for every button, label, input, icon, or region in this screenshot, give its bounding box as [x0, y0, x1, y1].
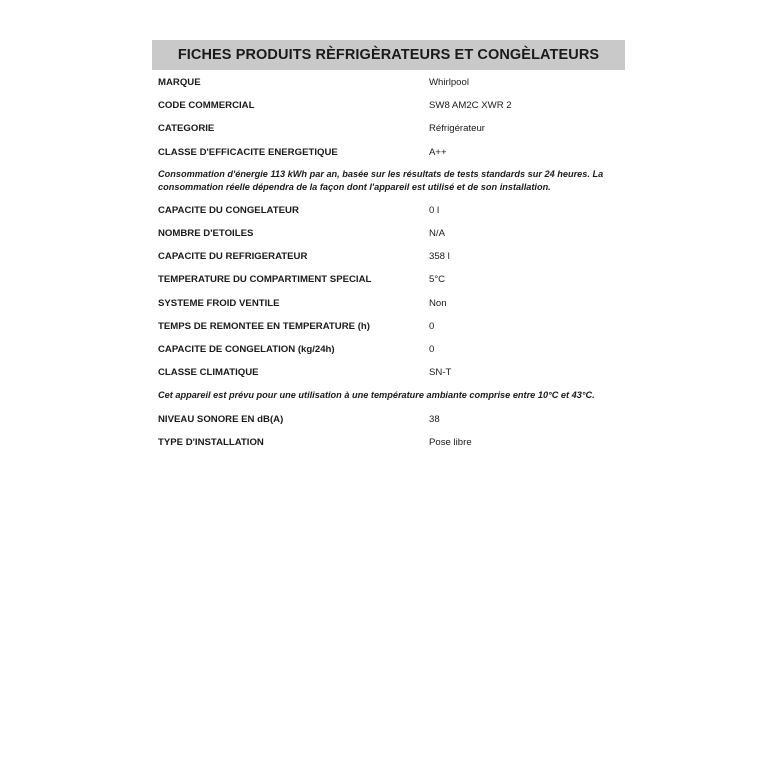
spec-row-star-count: [152, 222, 625, 245]
spec-table: [152, 71, 625, 454]
spec-value: N/A: [429, 228, 445, 240]
spec-row-special-compartment-temp: [152, 268, 625, 291]
spec-row-climate-class: [152, 361, 625, 384]
spec-label: NOMBRE D'ETOILES: [158, 228, 254, 240]
spec-row-energy-class: [152, 141, 625, 164]
spec-row-freezer-capacity: [152, 199, 625, 222]
spec-row-ventilated-cooling: [152, 292, 625, 315]
spec-label: CATEGORIE: [158, 123, 215, 135]
spec-row-freezing-capacity: [152, 338, 625, 361]
spec-row-brand: [152, 71, 625, 94]
spec-value: Whirlpool: [429, 77, 469, 89]
spec-value: 0: [429, 343, 435, 355]
spec-value: A++: [429, 146, 447, 158]
spec-row-fridge-capacity: [152, 245, 625, 268]
spec-value: Pose libre: [429, 437, 472, 449]
spec-label: SYSTEME FROID VENTILE: [158, 297, 280, 309]
spec-value: Réfrigérateur: [429, 123, 485, 135]
spec-row-category: [152, 117, 625, 140]
spec-label: CAPACITE DU REFRIGERATEUR: [158, 251, 308, 263]
product-sheet: [152, 40, 625, 454]
climate-note: Cet appareil est prévu pour une utilisation à une température ambiante comprise entre 10°C et 43°C.: [158, 390, 595, 401]
spec-label: CAPACITE DU CONGELATEUR: [158, 204, 299, 216]
spec-label: TEMPERATURE DU COMPARTIMENT SPECIAL: [158, 274, 372, 286]
spec-value: SN-T: [429, 367, 452, 379]
sheet-title: FICHES PRODUITS RÈFRIGÈRATEURS ET CONGÈLATEURS: [152, 40, 625, 70]
spec-label: NIVEAU SONORE EN dB(A): [158, 413, 284, 425]
spec-label: TYPE D'INSTALLATION: [158, 437, 264, 449]
spec-label: MARQUE: [158, 77, 201, 89]
spec-row-noise-level: [152, 408, 625, 431]
spec-value: SW8 AM2C XWR 2: [429, 100, 512, 112]
spec-value: 38: [429, 413, 440, 425]
spec-row-commercial-code: [152, 94, 625, 117]
spec-label: CLASSE D'EFFICACITE ENERGETIQUE: [158, 146, 338, 158]
spec-value: Non: [429, 297, 447, 309]
spec-value: 358 l: [429, 251, 450, 263]
spec-row-installation-type: [152, 431, 625, 454]
spec-label: TEMPS DE REMONTEE EN TEMPERATURE (h): [158, 320, 370, 332]
spec-label: CLASSE CLIMATIQUE: [158, 367, 259, 379]
spec-value: 0: [429, 320, 435, 332]
spec-label: CAPACITE DE CONGELATION (kg/24h): [158, 343, 335, 355]
energy-consumption-note: Consommation d'énergie 113 kWh par an, basée sur les résultats de tests standards sur 24 heures. La consommation réelle dépendra de la façon dont l'appareil est utilisé et de son installation.: [158, 168, 604, 193]
spec-value: 0 l: [429, 204, 440, 216]
spec-label: CODE COMMERCIAL: [158, 100, 255, 112]
spec-value: 5°C: [429, 274, 446, 286]
spec-row-temperature-rise-time: [152, 315, 625, 338]
